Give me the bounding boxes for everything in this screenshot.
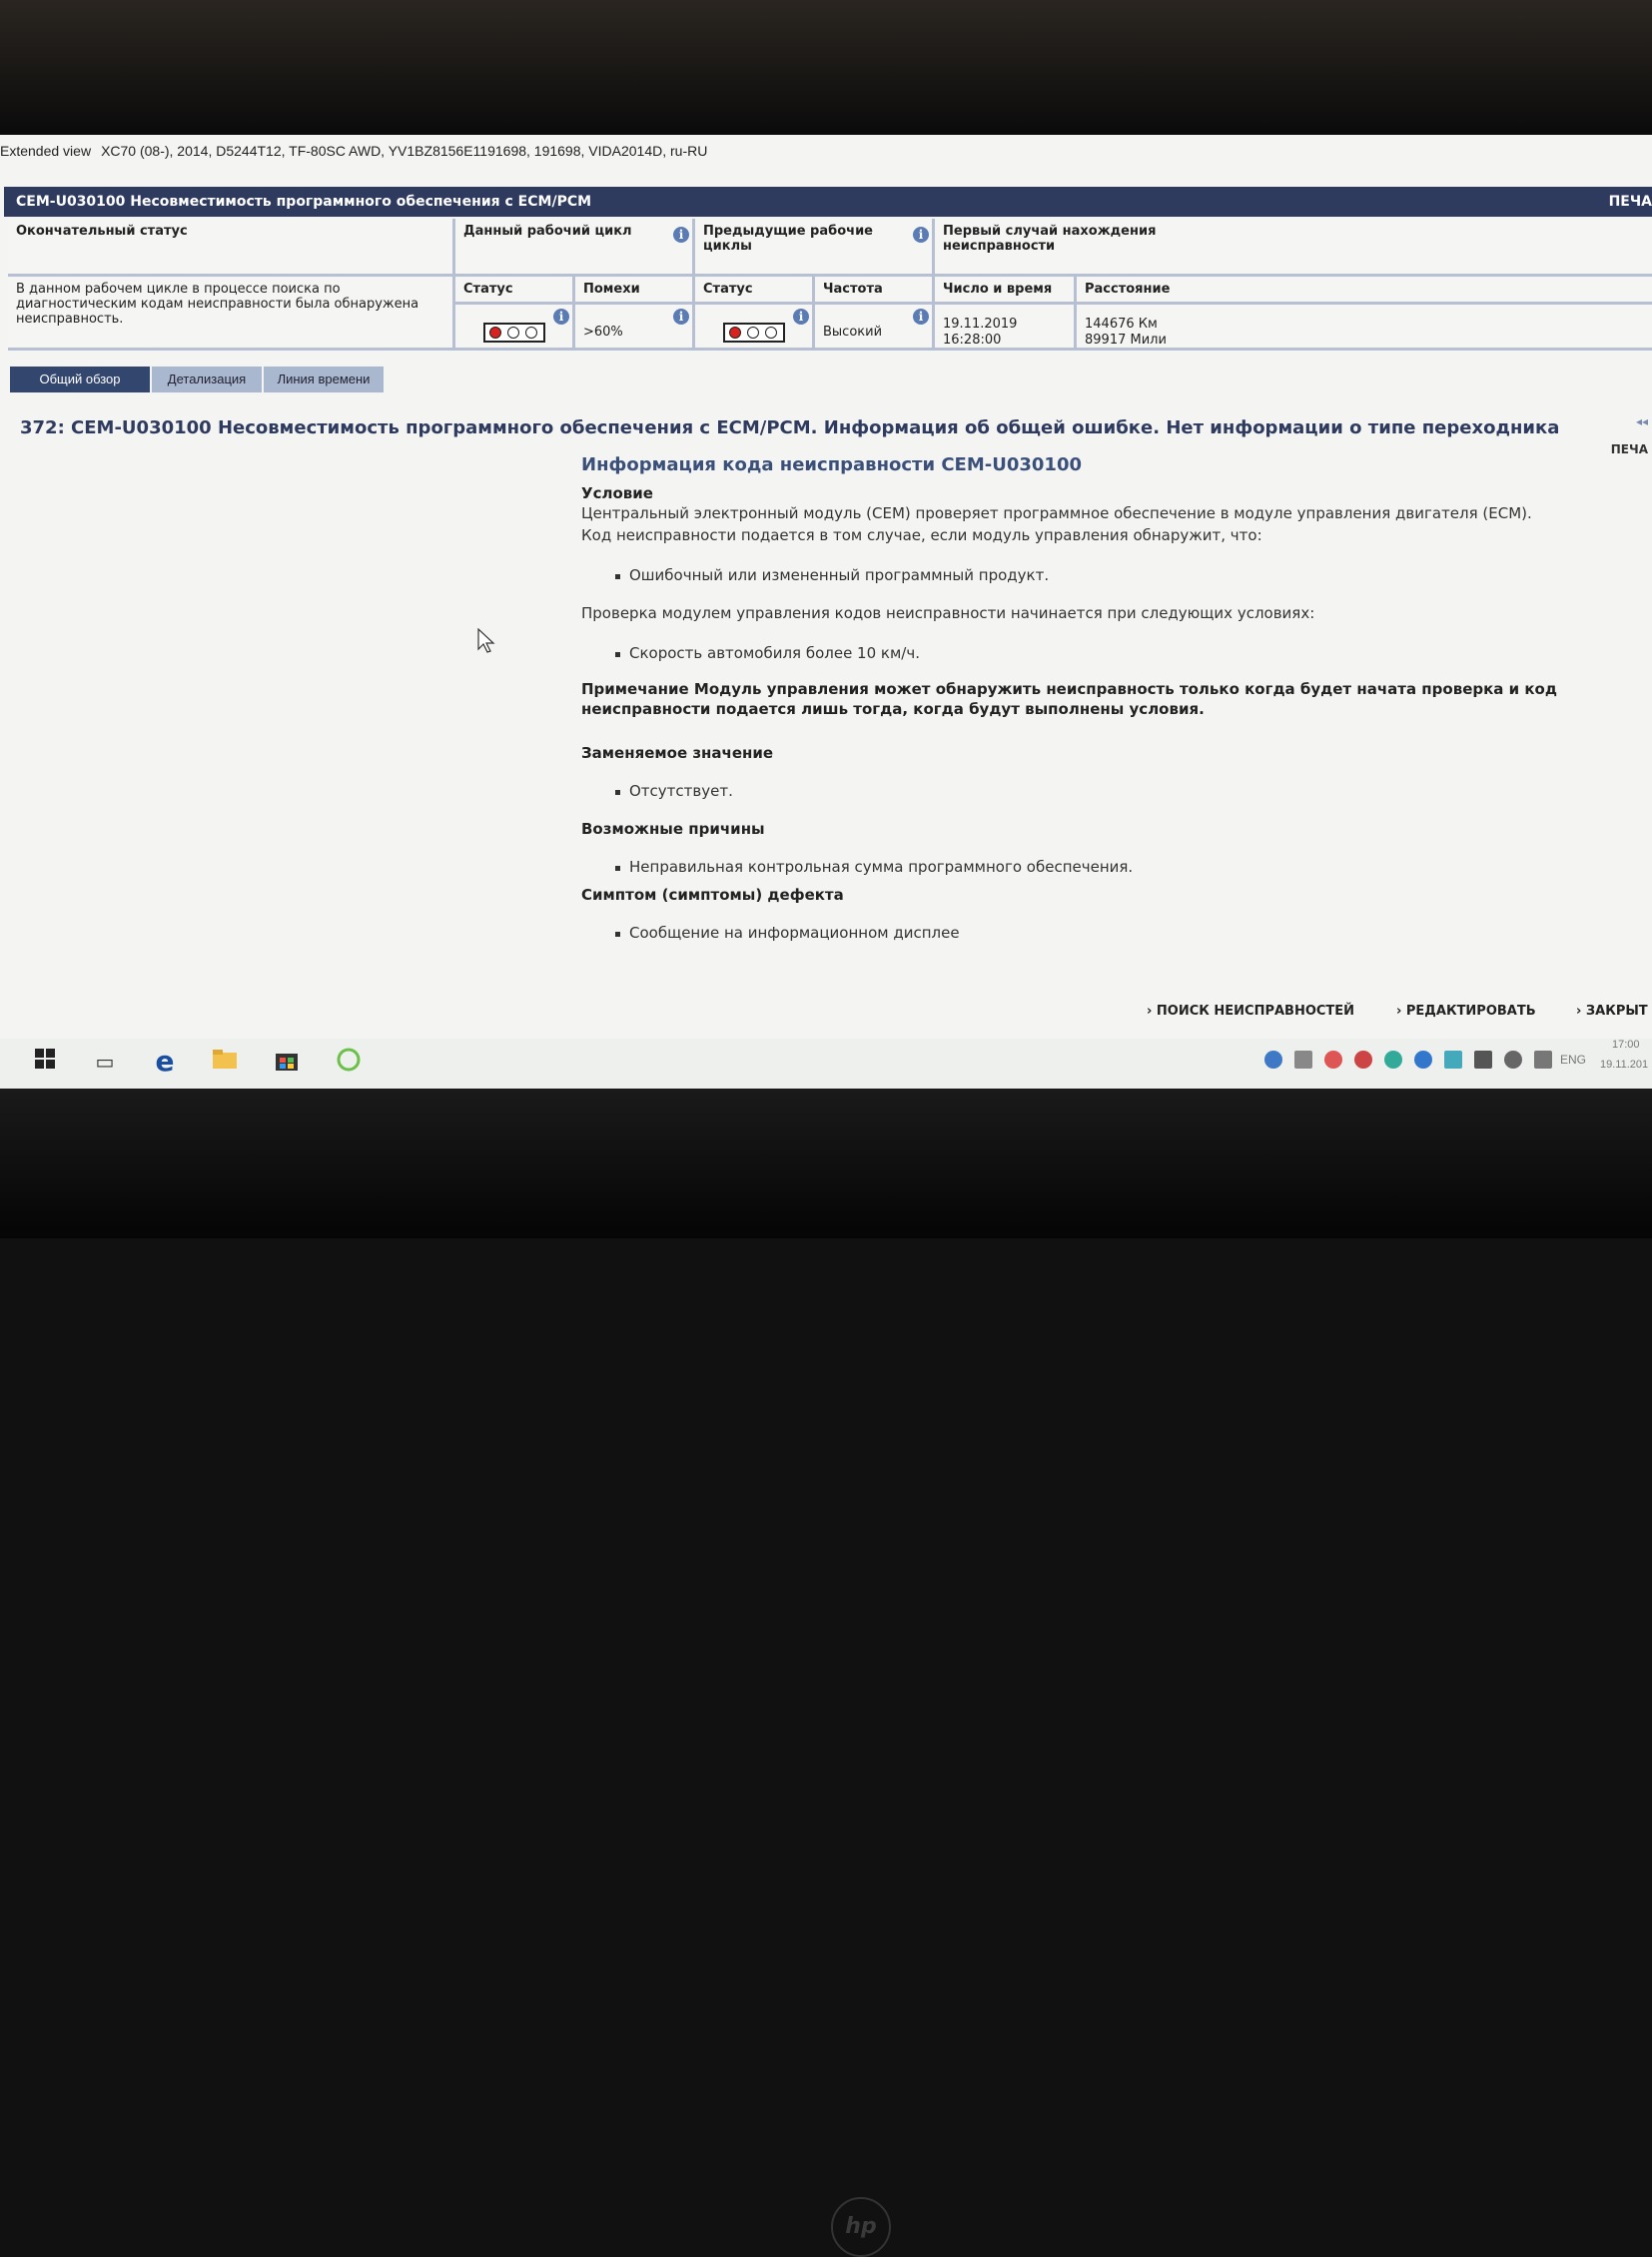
list-item: Скорость автомобиля более 10 км/ч. <box>609 644 920 662</box>
tray-icon[interactable] <box>1384 1051 1402 1069</box>
dtc-header-bar <box>4 187 1652 217</box>
tray-icon[interactable] <box>1264 1051 1282 1069</box>
dtc-header-title: CEM-U030100 Несовместимость программного обеспечения с ECM/PCM <box>16 194 592 210</box>
tray-icon[interactable] <box>1354 1051 1372 1069</box>
close-link[interactable]: › ЗАКРЫТ <box>1576 1004 1648 1019</box>
tab-timeline[interactable]: Линия времени <box>264 367 384 392</box>
info-icon[interactable]: i <box>913 227 929 243</box>
vehicle-info: XC70 (08-), 2014, D5244T12, TF-80SC AWD, YV1BZ8156E1191698, 191698, VIDA2014D, ru-RU <box>101 143 708 159</box>
status-grid <box>8 219 1652 490</box>
tab-details[interactable]: Детализация <box>152 367 262 392</box>
tray-icon[interactable] <box>1324 1051 1342 1069</box>
clock-date[interactable]: 19.11.201 <box>1600 1059 1649 1071</box>
network-icon[interactable] <box>1504 1051 1522 1069</box>
battery-icon[interactable] <box>1474 1051 1492 1069</box>
tray-icon[interactable] <box>1294 1051 1312 1069</box>
collapse-arrows-icon[interactable]: ◂◂ <box>1635 414 1648 428</box>
distance-col-header: Расстояние <box>1077 277 1652 305</box>
traffic-light-indicator <box>723 323 785 343</box>
ie-browser-icon[interactable] <box>334 1047 364 1077</box>
mouse-cursor-icon <box>477 628 495 654</box>
windows-start-icon[interactable] <box>30 1047 60 1077</box>
info-icon[interactable]: i <box>673 227 689 243</box>
hp-logo-icon: hp <box>831 2197 891 2257</box>
frequency-cell <box>815 305 935 351</box>
volume-icon[interactable] <box>1534 1051 1552 1069</box>
datetime-cell <box>935 305 1077 351</box>
condition-line-1: Центральный электронный модуль (CEM) проверяет программное обеспечение в модуле управления двигателя (ECM). <box>581 504 1532 522</box>
list-item: Отсутствует. <box>609 782 733 800</box>
frequency-value: Высокий <box>823 325 883 340</box>
task-view-icon[interactable]: ▭ <box>95 1050 115 1074</box>
file-explorer-icon[interactable] <box>210 1047 240 1077</box>
previous-status-cell <box>695 305 815 351</box>
info-icon[interactable]: i <box>553 309 569 325</box>
edge-browser-icon[interactable]: e <box>155 1045 175 1078</box>
screen <box>0 135 1652 1089</box>
note-line-2: неисправности подается лишь тогда, когда будут выполнены условия. <box>581 700 1205 718</box>
causes-heading: Возможные причины <box>581 820 765 838</box>
condition-line-2: Код неисправности подается в том случае, если модуль управления обнаружит, что: <box>581 526 1262 544</box>
bluetooth-icon[interactable] <box>1414 1051 1432 1069</box>
distance-cell <box>1077 305 1652 351</box>
final-status-header: Окончательный статус <box>8 219 455 277</box>
laptop-bezel-top <box>0 0 1652 135</box>
store-icon[interactable] <box>272 1047 302 1077</box>
distance-miles: 89917 Мили <box>1085 333 1167 348</box>
check-text: Проверка модулем управления кодов неисправности начинается при следующих условиях: <box>581 604 1315 622</box>
page-title: 372: CEM-U030100 Несовместимость программного обеспечения с ECM/PCM. Информация об общей ошибке. Нет информации о типе переходника <box>20 417 1560 438</box>
info-icon[interactable]: i <box>913 309 929 325</box>
windows-taskbar <box>0 1039 1652 1089</box>
distance-km: 144676 Км <box>1085 317 1158 332</box>
off-light-icon <box>747 327 759 339</box>
off-light-icon <box>765 327 777 339</box>
content-title: Информация кода неисправности CEM-U030100 <box>581 454 1083 475</box>
current-cycle-header: Данный рабочий цикл i <box>455 219 695 277</box>
language-indicator[interactable]: ENG <box>1560 1053 1587 1067</box>
condition-heading: Условие <box>581 484 653 502</box>
symptoms-heading: Симптом (симптомы) дефекта <box>581 886 844 904</box>
interference-value: >60% <box>583 325 623 340</box>
off-light-icon <box>525 327 537 339</box>
current-status-cell <box>455 305 575 351</box>
view-mode: Extended view <box>0 143 92 159</box>
frequency-col-header: Частота <box>815 277 935 305</box>
replacement-heading: Заменяемое значение <box>581 744 774 762</box>
list-item: Ошибочный или измененный программный продукт. <box>609 566 1049 584</box>
laptop-bezel-bottom <box>0 1089 1652 2239</box>
tray-icon[interactable] <box>1444 1051 1462 1069</box>
print-link-secondary[interactable]: ПЕЧА <box>1610 442 1648 456</box>
clock-time[interactable]: 17:00 <box>1612 1039 1640 1051</box>
list-item: Сообщение на информационном дисплее <box>609 924 960 942</box>
datetime-date: 19.11.2019 <box>943 317 1018 332</box>
final-status-text: В данном рабочем цикле в процессе поиска по диагностическим кодам неисправности была обнаружена неисправность. <box>8 277 455 351</box>
list-item: Неправильная контрольная сумма программного обеспечения. <box>609 858 1133 876</box>
note-line-1: Примечание Модуль управления может обнаружить неисправность только когда будет начата проверка и код <box>581 680 1557 698</box>
off-light-icon <box>507 327 519 339</box>
info-icon[interactable]: i <box>673 309 689 325</box>
interference-col-header: Помехи <box>575 277 695 305</box>
datetime-time: 16:28:00 <box>943 333 1002 348</box>
first-occurrence-header: Первый случай нахождения неисправности <box>935 219 1652 277</box>
previous-cycles-header: Предыдущие рабочие циклы i <box>695 219 935 277</box>
edit-link[interactable]: › РЕДАКТИРОВАТЬ <box>1396 1004 1536 1019</box>
traffic-light-indicator <box>483 323 545 343</box>
interference-cell <box>575 305 695 351</box>
status-col-header: Статус <box>455 277 575 305</box>
status2-col-header: Статус <box>695 277 815 305</box>
window-title-bar <box>0 143 717 159</box>
datetime-col-header: Число и время <box>935 277 1077 305</box>
info-icon[interactable]: i <box>793 309 809 325</box>
tab-overview[interactable]: Общий обзор <box>10 367 150 392</box>
red-light-icon <box>489 327 501 339</box>
red-light-icon <box>729 327 741 339</box>
print-link[interactable]: ПЕЧА <box>1608 194 1652 210</box>
troubleshoot-link[interactable]: › ПОИСК НЕИСПРАВНОСТЕЙ <box>1147 1004 1355 1019</box>
